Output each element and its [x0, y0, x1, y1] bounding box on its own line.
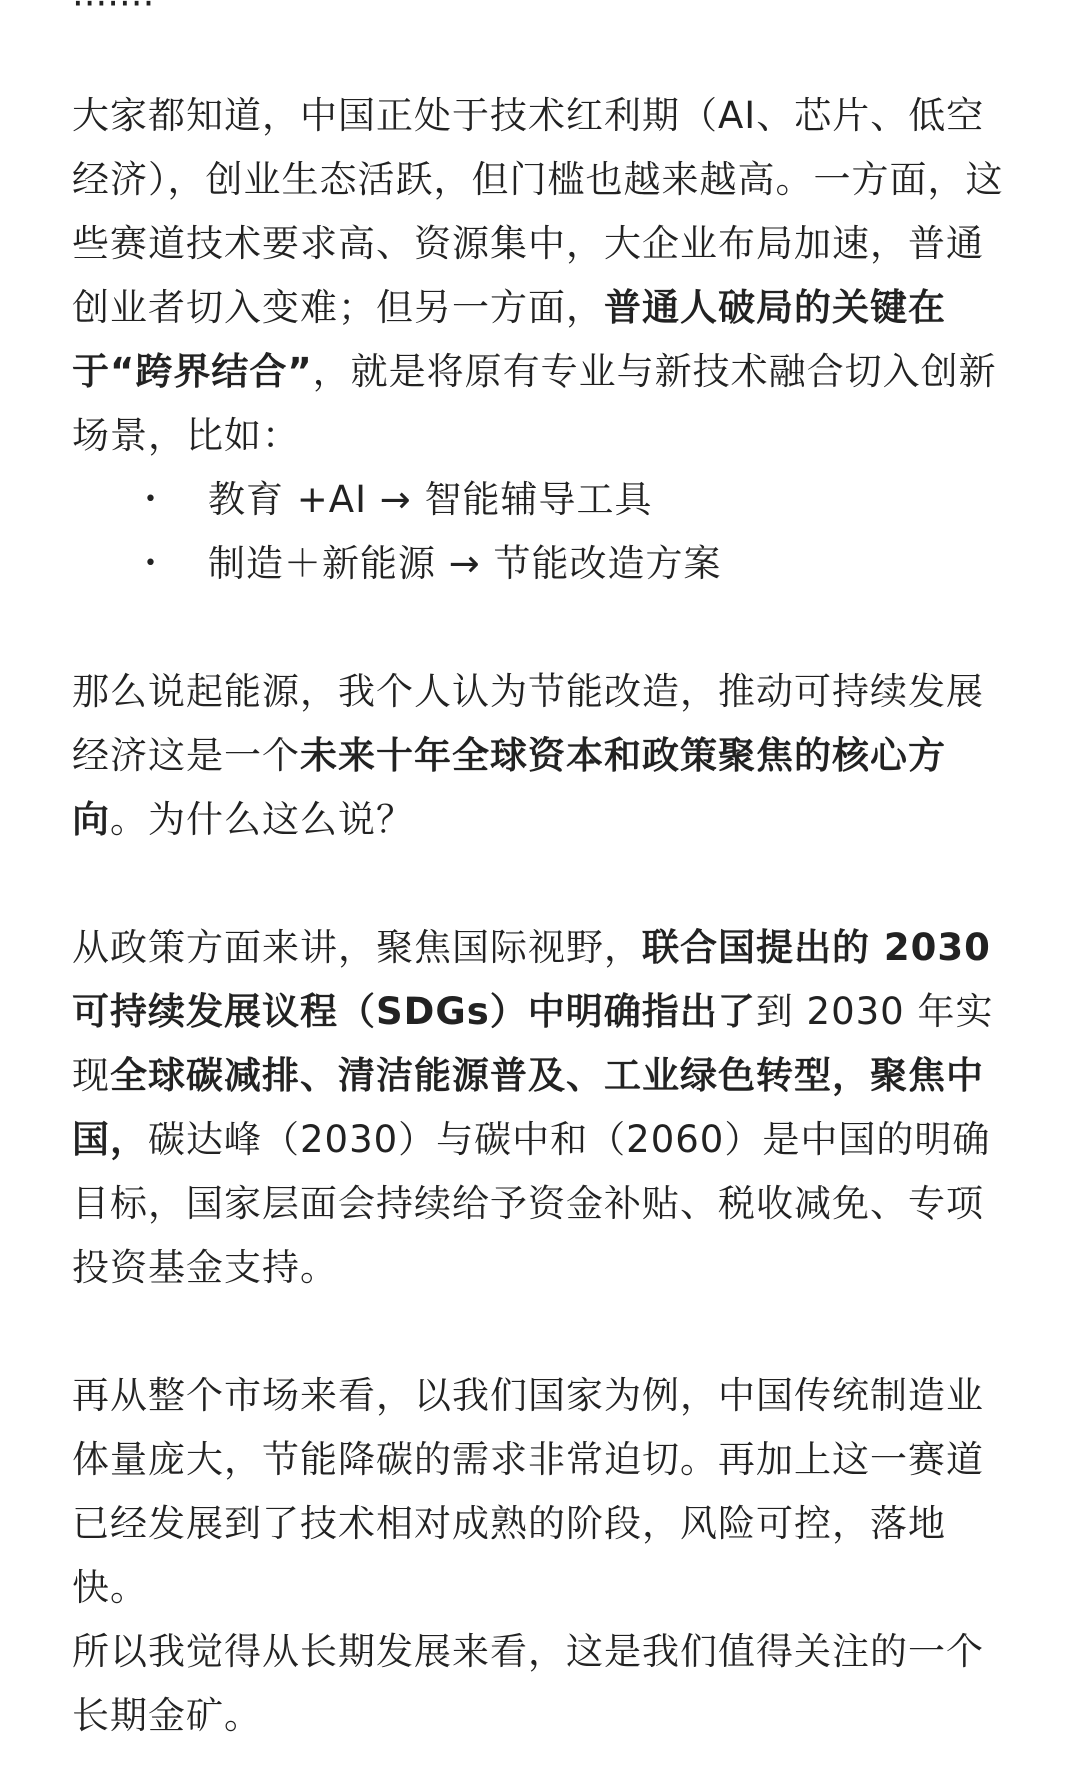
bold-highlight: 未来十年全球资本和政策聚焦的核心方向 [72, 734, 946, 841]
bullet-icon: • [144, 551, 158, 576]
paragraph-text: 到 2030 年实现 [72, 990, 994, 1097]
list-item-text: 教育 +AI → 智能辅导工具 [208, 478, 653, 521]
paragraph-tech-dividend [72, 84, 1012, 468]
example-list [72, 468, 1012, 596]
cropped-text-line: ······· [72, 0, 155, 25]
paragraph-text: 那么说起能源，我个人认为节能改造，推动可持续发展经济这是一个 [72, 670, 984, 777]
list-item [72, 468, 1012, 532]
paragraph-policy [72, 916, 1012, 1300]
bold-highlight: 联合国提出的 2030 可持续发展议程（SDGs）中明确指出了 [72, 926, 991, 1033]
bold-highlight: 全球碳减排、清洁能源普及、工业绿色转型，聚焦中国， [72, 1054, 984, 1161]
paragraph-spacer [72, 852, 1012, 916]
paragraph-text: 。为什么这么说？ [110, 798, 414, 841]
paragraph-spacer [72, 596, 1012, 660]
paragraph-text: ，就是将原有专业与新技术融合切入创新场景，比如： [72, 350, 997, 457]
paragraph-energy [72, 660, 1012, 852]
list-item [72, 532, 1012, 596]
list-item-text: 制造＋新能源 → 节能改造方案 [208, 542, 722, 585]
bold-highlight: 普通人破局的关键在于“跨界结合” [72, 286, 946, 393]
bullet-icon: • [144, 487, 158, 512]
paragraph-text: 大家都知道，中国正处于技术红利期（AI、芯片、低空经济），创业生态活跃，但门槛也越来越高。一方面，这些赛道技术要求高、资源集中，大企业布局加速，普通创业者切入变难；但另一方面， [72, 94, 1004, 329]
paragraph-spacer [72, 1300, 1012, 1364]
article-body [72, 84, 1012, 1748]
paragraph-text: 从政策方面来讲，聚焦国际视野， [72, 926, 642, 969]
paragraph-conclusion: 所以我觉得从长期发展来看，这是我们值得关注的一个长期金矿。 [72, 1630, 984, 1737]
paragraph-text: 碳达峰（2030）与碳中和（2060）是中国的明确目标，国家层面会持续给予资金补贴、税收减免、专项投资基金支持。 [72, 1118, 991, 1289]
paragraph-market: 再从整个市场来看，以我们国家为例，中国传统制造业体量庞大，节能降碳的需求非常迫切。再加上这一赛道已经发展到了技术相对成熟的阶段，风险可控，落地快。 [72, 1374, 984, 1609]
